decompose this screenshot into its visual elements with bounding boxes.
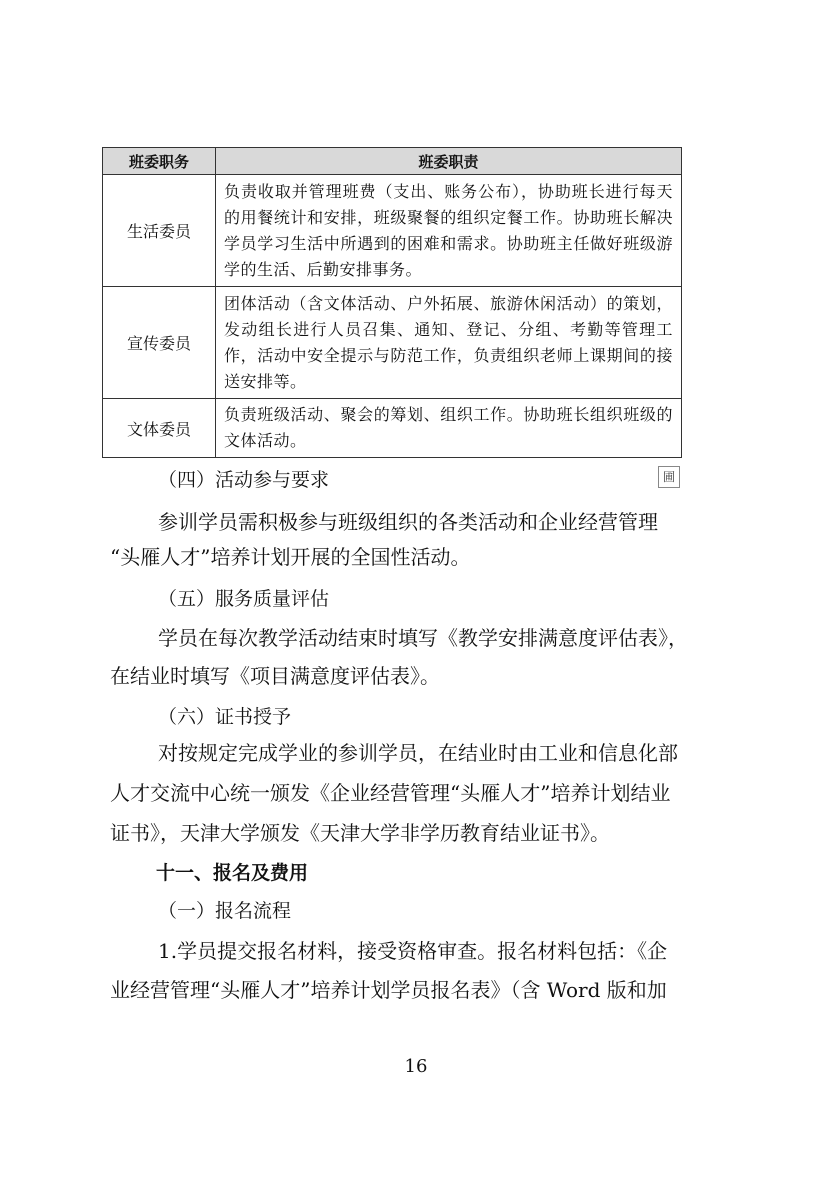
section-4-paragraph-line-2: “头雁人才”培养计划开展的全国性活动。 xyxy=(110,545,471,569)
role-cell: 文体委员 xyxy=(103,399,216,458)
role-cell: 宣传委员 xyxy=(103,287,216,399)
page-number: 16 xyxy=(404,1056,428,1077)
header-role: 班委职务 xyxy=(103,148,216,175)
section-5-paragraph-line-1: 学员在每次教学活动结束时填写《教学安排满意度评估表》， xyxy=(158,626,688,650)
section-11-1-title: （一）报名流程 xyxy=(158,900,292,922)
section-6-paragraph-line-1: 对按规定完成学业的参训学员，在结业时由工业和信息化部 xyxy=(158,741,678,765)
anchor-marker-icon[interactable]: 圃 xyxy=(658,466,680,488)
table-row xyxy=(103,399,682,458)
header-duty: 班委职责 xyxy=(216,148,682,175)
section-11-1-paragraph-line-2: 业经营管理“头雁人才”培养计划学员报名表》（含 Word 版和加 xyxy=(110,978,667,1002)
table-row xyxy=(103,287,682,399)
committee-duty-table xyxy=(102,147,682,458)
section-5-paragraph-line-2: 在结业时填写《项目满意度评估表》。 xyxy=(110,664,440,688)
section-4-title: （四）活动参与要求 xyxy=(158,469,330,491)
table-row xyxy=(103,175,682,287)
duty-cell: 团体活动（含文体活动、户外拓展、旅游休闲活动）的策划，发动组长进行人员召集、通知、登记、分组、考勤等管理工作，活动中安全提示与防范工作，负责组织老师上课期间的接送安排等。 xyxy=(216,287,682,399)
duty-cell: 负责收取并管理班费（支出、账务公布），协助班长进行每天的用餐统计和安排，班级聚餐的组织定餐工作。协助班长解决学员学习生活中所遇到的困难和需求。协助班主任做好班级游学的生活、后勤安排事务。 xyxy=(216,175,682,287)
section-4-paragraph-line-1: 参训学员需积极参与班级组织的各类活动和企业经营管理 xyxy=(158,510,658,534)
section-6-title: （六）证书授予 xyxy=(158,706,292,728)
table-header-row xyxy=(103,148,682,175)
chapter-11-heading: 十一、报名及费用 xyxy=(156,862,309,884)
duty-cell: 负责班级活动、聚会的筹划、组织工作。协助班长组织班级的文体活动。 xyxy=(216,399,682,458)
section-11-1-paragraph-line-1: 1.学员提交报名材料，接受资格审查。报名材料包括：《企 xyxy=(158,939,668,963)
section-6-paragraph-line-2: 人才交流中心统一颁发《企业经营管理“头雁人才”培养计划结业 xyxy=(110,781,671,805)
section-5-title: （五）服务质量评估 xyxy=(158,588,330,610)
section-6-paragraph-line-3: 证书》，天津大学颁发《天津大学非学历教育结业证书》。 xyxy=(110,821,610,845)
role-cell: 生活委员 xyxy=(103,175,216,287)
